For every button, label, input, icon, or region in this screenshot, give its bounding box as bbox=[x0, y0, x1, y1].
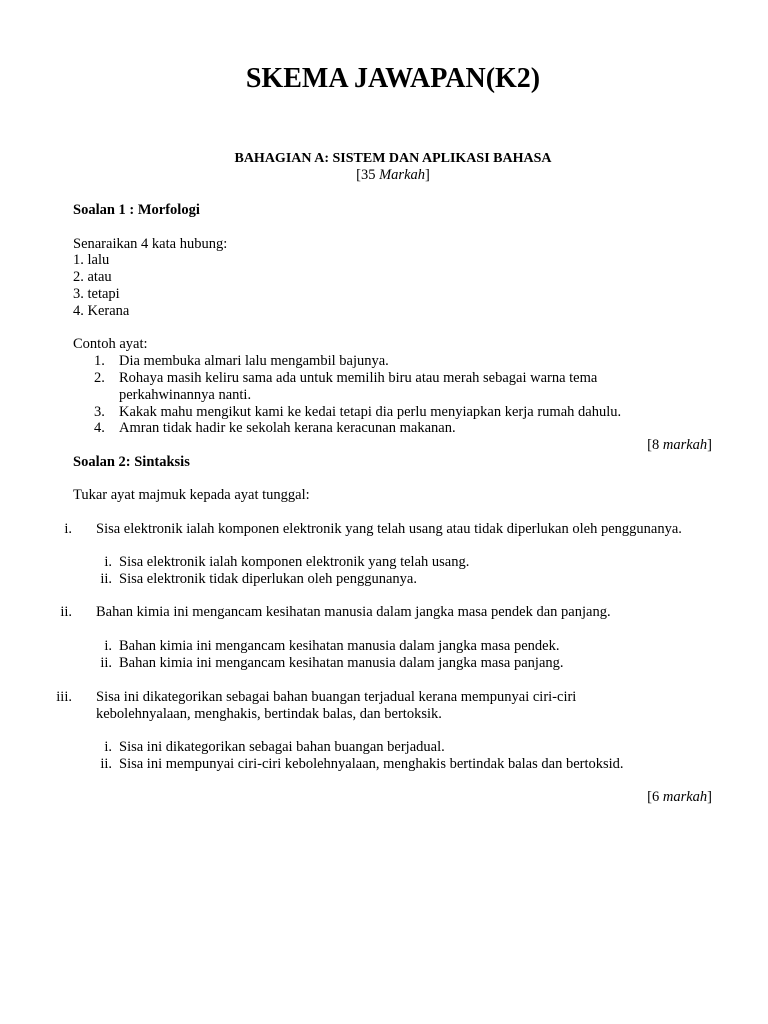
soalan2-marks-prefix: [6 bbox=[647, 789, 663, 805]
answer-text: Bahan kimia ini mengancam kesihatan manusia dalam jangka masa pendek. bbox=[119, 638, 560, 654]
soalan2-marks bbox=[647, 789, 712, 806]
soalan1-marks-suffix: ] bbox=[707, 437, 712, 453]
word-item: 2. atau bbox=[73, 269, 112, 285]
answer-number: i. bbox=[104, 554, 112, 570]
answer-text: Sisa ini dikategorikan sebagai bahan buangan berjadual. bbox=[119, 739, 445, 755]
soalan1-heading: Soalan 1 : Morfologi bbox=[73, 202, 200, 218]
soalan1-marks bbox=[647, 437, 712, 454]
soalan2-instruction: Tukar ayat majmuk kepada ayat tunggal: bbox=[73, 487, 310, 503]
example-number: 2. bbox=[94, 370, 105, 386]
example-text-continued: perkahwinannya nanti. bbox=[119, 387, 252, 403]
example-text: Kakak mahu mengikut kami ke kedai tetapi dia perlu menyiapkan kerja rumah dahulu. bbox=[119, 404, 622, 420]
document-title: SKEMA JAWAPAN(K2) bbox=[245, 63, 541, 94]
word-item: 4. Kerana bbox=[73, 303, 130, 319]
example-number: 4. bbox=[94, 420, 105, 436]
question-number: i. bbox=[64, 521, 72, 537]
example-number: 3. bbox=[94, 404, 105, 420]
section-marks bbox=[0, 167, 768, 184]
example-text: Rohaya masih keliru sama ada untuk memilih biru atau merah sebagai warna tema bbox=[119, 370, 598, 386]
word-item: 1. lalu bbox=[73, 252, 110, 268]
example-label: Contoh ayat: bbox=[73, 336, 148, 352]
answer-text: Sisa ini mempunyai ciri-ciri kebolehnyalaan, menghakis bertindak balas dan bertoksid. bbox=[119, 756, 624, 772]
question-number: iii. bbox=[56, 689, 72, 705]
answer-number: i. bbox=[104, 739, 112, 755]
section-marks-suffix: ] bbox=[425, 167, 430, 183]
soalan1-marks-prefix: [8 bbox=[647, 437, 663, 453]
section-marks-prefix: [35 bbox=[356, 167, 380, 183]
example-text: Amran tidak hadir ke sekolah kerana keracunan makanan. bbox=[119, 420, 456, 436]
example-number: 1. bbox=[94, 353, 105, 369]
answer-text: Sisa elektronik tidak diperlukan oleh penggunanya. bbox=[119, 571, 417, 587]
example-text: Dia membuka almari lalu mengambil bajunya. bbox=[119, 353, 389, 369]
question-text: Sisa ini dikategorikan sebagai bahan buangan terjadual kerana mempunyai ciri-ciri bbox=[96, 689, 577, 705]
soalan1-marks-word: markah bbox=[662, 437, 708, 453]
word-item: 3. tetapi bbox=[73, 286, 120, 302]
soalan1-instruction: Senaraikan 4 kata hubung: bbox=[73, 236, 228, 252]
section-heading: BAHAGIAN A: SISTEM DAN APLIKASI BAHASA bbox=[234, 151, 552, 166]
answer-number: ii. bbox=[100, 655, 112, 671]
soalan2-heading: Soalan 2: Sintaksis bbox=[73, 454, 190, 470]
answer-number: ii. bbox=[100, 571, 112, 587]
answer-number: ii. bbox=[100, 756, 112, 772]
question-text: Bahan kimia ini mengancam kesihatan manusia dalam jangka masa pendek dan panjang. bbox=[96, 604, 611, 620]
soalan2-marks-suffix: ] bbox=[707, 789, 712, 805]
question-text-continued: kebolehnyalaan, menghakis, bertindak balas, dan bertoksik. bbox=[96, 706, 442, 722]
question-number: ii. bbox=[60, 604, 72, 620]
soalan2-marks-word: markah bbox=[662, 789, 708, 805]
answer-text: Sisa elektronik ialah komponen elektronik yang telah usang. bbox=[119, 554, 470, 570]
question-text: Sisa elektronik ialah komponen elektronik yang telah usang atau tidak diperlukan oleh penggunanya. bbox=[96, 521, 682, 537]
section-marks-word: Markah bbox=[379, 167, 426, 183]
answer-number: i. bbox=[104, 638, 112, 654]
answer-text: Bahan kimia ini mengancam kesihatan manusia dalam jangka masa panjang. bbox=[119, 655, 564, 671]
